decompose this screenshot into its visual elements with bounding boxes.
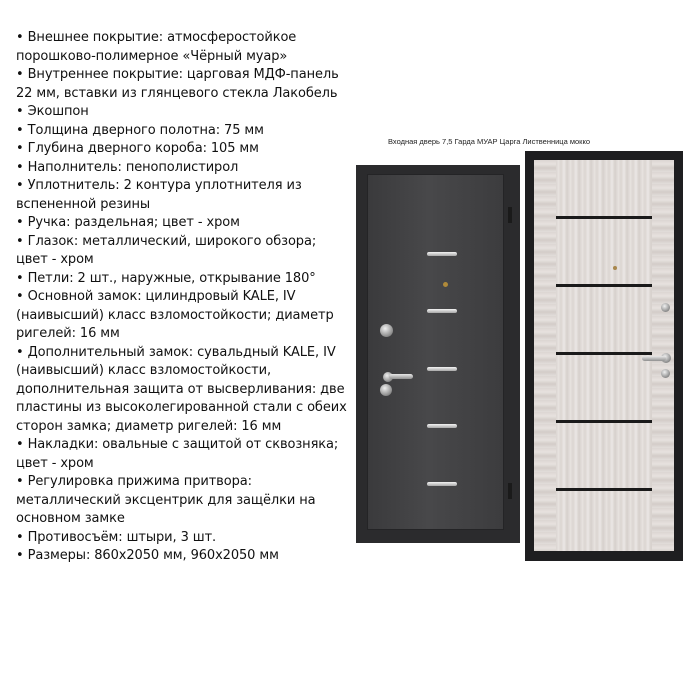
lock-cylinder-icon: [661, 369, 670, 378]
spec-item: • Размеры: 860х2050 мм, 960х2050 мм: [16, 547, 348, 566]
spec-item: • Глубина дверного короба: 105 мм: [16, 140, 348, 159]
glass-insert-bar: [556, 488, 652, 491]
spec-item: • Наполнитель: пенополистирол: [16, 159, 348, 178]
lock-cylinder-icon: [661, 303, 670, 312]
door-interior-image: [525, 151, 683, 561]
lock-cylinder-icon: [380, 324, 393, 337]
spec-item: • Экошпон: [16, 103, 348, 122]
spec-list: [16, 29, 348, 566]
spec-item: • Внутреннее покрытие: царговая МДФ-панель 22 мм, вставки из глянцевого стекла Лакобель: [16, 66, 348, 103]
glass-insert-bar: [556, 420, 652, 423]
spec-item: • Основной замок: цилиндровый KALE, IV (наивысший) класс взломостойкости; диаметр ригелей: 16 мм: [16, 288, 348, 344]
product-caption: Входная дверь 7,5 Гарда МУАР Царга Лиственница мокко: [388, 137, 591, 146]
chrome-insert: [427, 309, 457, 313]
glass-insert-bar: [556, 352, 652, 355]
door-handle-icon: [389, 374, 413, 379]
spec-item: • Толщина дверного полотна: 75 мм: [16, 122, 348, 141]
door-interior-panel: [534, 160, 674, 551]
spec-item: • Накладки: овальные с защитой от сквозняка; цвет - хром: [16, 436, 348, 473]
door-exterior-panel: [367, 174, 504, 530]
spec-item: • Внешнее покрытие: атмосферостойкое порошково-полимерное «Чёрный муар»: [16, 29, 348, 66]
glass-insert-bar: [556, 284, 652, 287]
spec-item: • Петли: 2 шт., наружные, открывание 180°: [16, 270, 348, 289]
chrome-insert: [427, 252, 457, 256]
panel-stile: [534, 160, 556, 551]
spec-item: • Ручка: раздельная; цвет - хром: [16, 214, 348, 233]
lock-cylinder-icon: [380, 384, 392, 396]
spec-item: • Дополнительный замок: сувальдный KALE, IV (наивысший) класс взломостойкости, дополнительная защита от высверливания: две пластины из высоколегированной стали с обеих сторон замка; диаметр ригелей: 16 мм: [16, 344, 348, 437]
hinge-icon: [508, 483, 512, 499]
hinge-icon: [508, 207, 512, 223]
chrome-insert: [427, 424, 457, 428]
peephole-icon: [613, 266, 617, 270]
chrome-insert: [427, 367, 457, 371]
spec-item: • Глазок: металлический, широкого обзора; цвет - хром: [16, 233, 348, 270]
door-handle-icon: [642, 356, 666, 361]
spec-item: • Противосъём: штыри, 3 шт.: [16, 529, 348, 548]
door-exterior-image: [356, 165, 520, 543]
chrome-insert: [427, 482, 457, 486]
spec-item: • Регулировка прижима притвора: металлический эксцентрик для защёлки на основном замке: [16, 473, 348, 529]
spec-item: • Уплотнитель: 2 контура уплотнителя из вспененной резины: [16, 177, 348, 214]
glass-insert-bar: [556, 216, 652, 219]
peephole-icon: [443, 282, 448, 287]
